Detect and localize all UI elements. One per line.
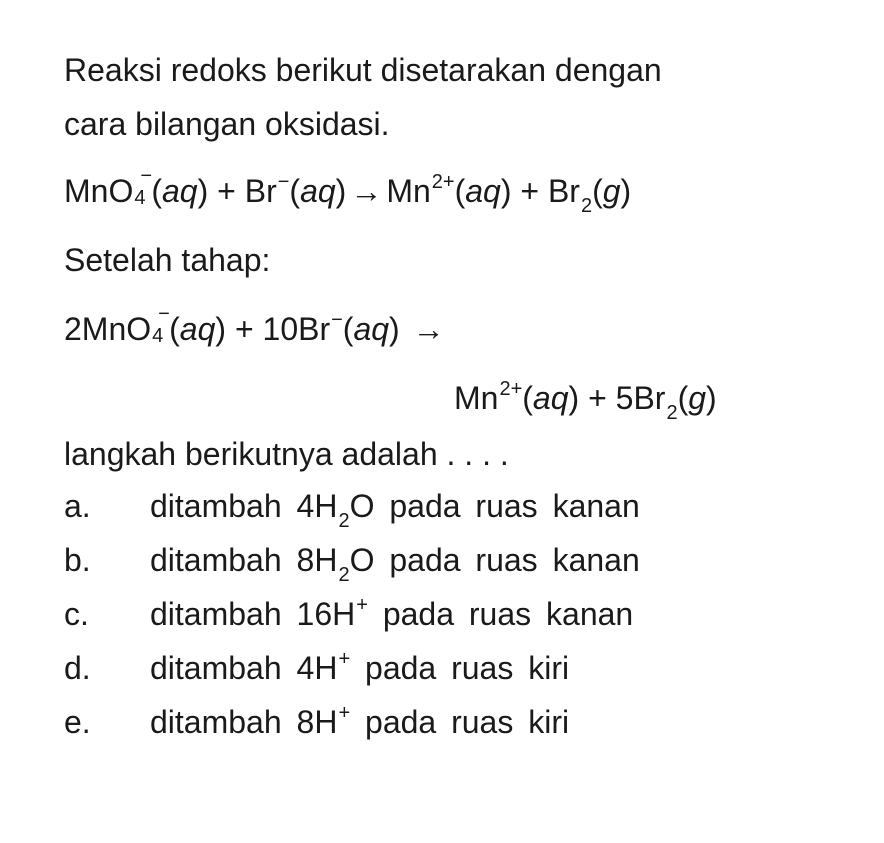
reactant-1-charge: 4 − — [134, 165, 153, 209]
plus-sign: + — [234, 311, 254, 347]
step-reaction-left: 2MnO 4 − (aq) + 10Br−(aq) → — [64, 303, 445, 347]
step-reactant-2-state: aq — [353, 311, 390, 347]
step-reactant-2: 10Br — [262, 311, 331, 347]
step-reactant-1: 2MnO — [64, 311, 152, 347]
reactant-2: Br — [244, 173, 277, 209]
option-letter: e. — [64, 704, 91, 740]
reaction-equation: MnO 4 − $(aq) + Br^-(aq) \to Mn^{2+}(aq) + Br_2(g)$ — [64, 165, 632, 217]
step-product-1: Mn — [454, 380, 499, 416]
plus-sign: + — [588, 380, 607, 416]
option-a[interactable]: a. ditambah $4H_2O$ pada ruas kanan — [64, 488, 640, 532]
intro-line-2: cara bilangan oksidasi. — [64, 106, 390, 142]
option-c[interactable]: c. ditambah 16H+ pada ruas kanan — [64, 594, 634, 632]
plus-sign: + — [217, 173, 236, 209]
reactant-2-charge: − — [277, 171, 290, 193]
step-label: Setelah tahap: — [64, 242, 271, 278]
intro-line-1: Reaksi redoks berikut disetarakan dengan — [64, 52, 662, 88]
option-e[interactable]: e. ditambah 8H+ pada ruas kiri — [64, 702, 570, 740]
product-1: Mn — [386, 173, 431, 209]
step-product-2-subscript: 2 — [666, 402, 678, 424]
product-2-state: g — [602, 173, 621, 209]
question-prompt: langkah berikutnya adalah . . . . — [64, 436, 509, 472]
option-d[interactable]: d. ditambah 4H+ pada ruas kiri — [64, 648, 570, 686]
step-product-2: 5Br — [615, 380, 666, 416]
step-reaction-right: $Mn^{2+}(aq) + 5Br_2(g)$ — [454, 378, 717, 424]
reactant-1-state: aq — [162, 173, 198, 209]
step-reaction-arrow: → — [412, 311, 445, 347]
product-1-state: aq — [465, 173, 501, 209]
option-letter: b. — [64, 542, 91, 578]
product-2: Br — [547, 173, 580, 209]
step-product-2-state: g — [688, 380, 707, 416]
option-letter: a. — [64, 488, 91, 524]
step-product-1-state: aq — [532, 380, 569, 416]
step-reactant-1-state: aq — [179, 311, 216, 347]
product-2-subscript: 2 — [580, 195, 593, 217]
option-b[interactable]: b. ditambah $8H_2O$ pada ruas kanan — [64, 542, 640, 586]
step-product-1-charge: 2+ — [499, 378, 523, 400]
reactant-1: MnO — [64, 173, 134, 209]
step-reactant-1-charge: 4 − — [152, 303, 170, 347]
reaction-arrow: → — [350, 173, 383, 209]
product-1-charge: 2+ — [431, 171, 455, 193]
option-letter: c. — [64, 596, 89, 632]
plus-sign: + — [520, 173, 540, 209]
reactant-2-state: aq — [300, 173, 336, 209]
step-reactant-2-charge: − — [331, 309, 343, 331]
option-letter: d. — [64, 650, 91, 686]
